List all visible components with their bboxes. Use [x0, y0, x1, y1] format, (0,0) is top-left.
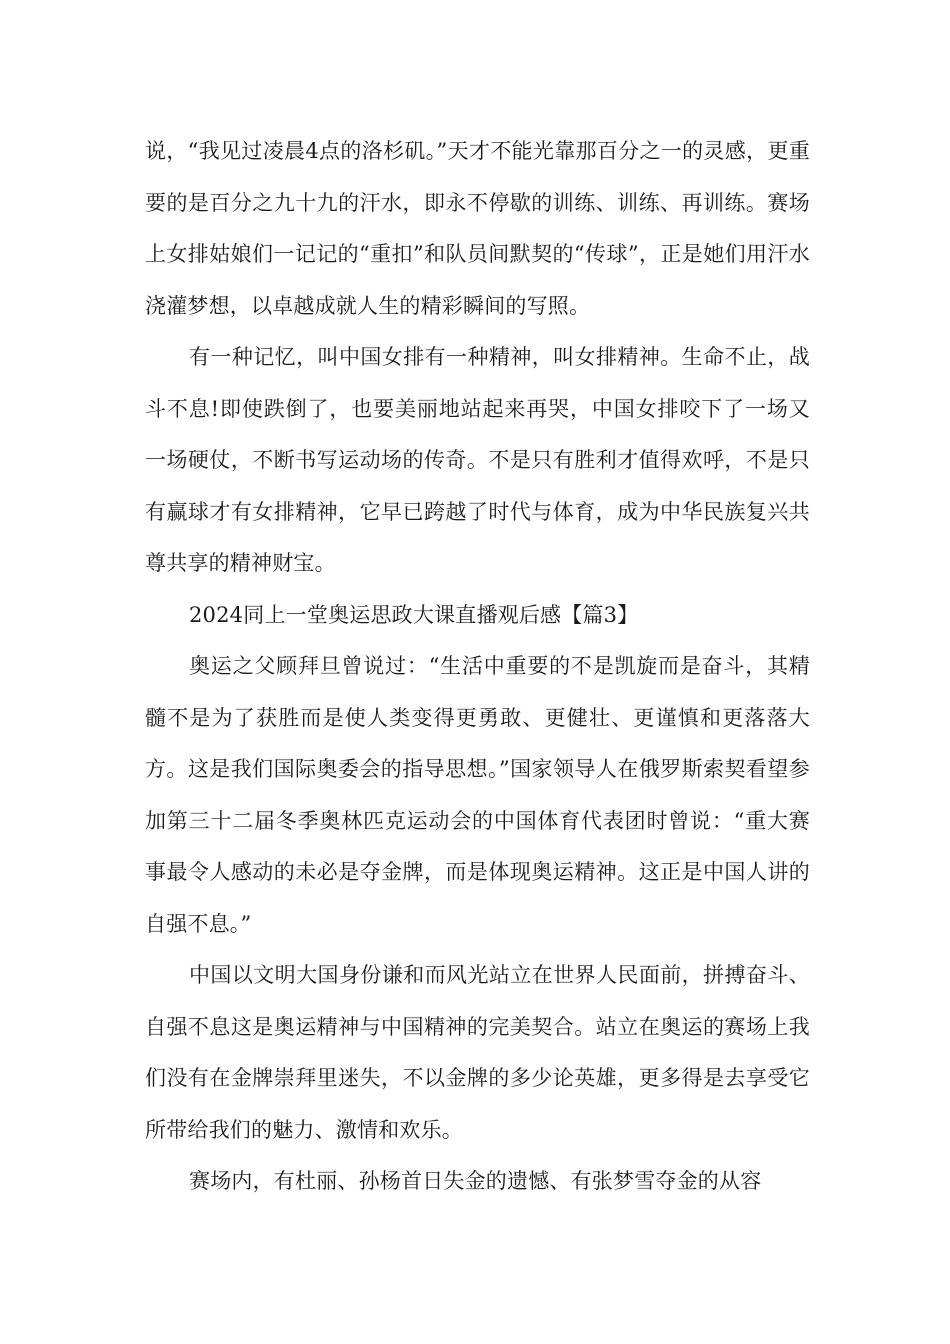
paragraph-continuation: 说，“我见过凌晨4点的洛杉矶。”天才不能光靠那百分之一的灵感，更重要的是百分之九十九的汗水，即永不停歇的训练、训练、再训练。赛场上女排姑娘们一记记的“重扣”和队员间默契的“传球”，正是她们用汗水浇灌梦想，以卓越成就人生的精彩瞬间的写照。	[145, 139, 810, 318]
paragraph-china-olympic-spirit: 中国以文明大国身份谦和而风光站立在世界人民面前，拼搏奋斗、自强不息这是奥运精神与中国精神的完美契合。站立在奥运的赛场上我们没有在金牌崇拜里迷失，不以金牌的多少论英雄，更多得是去享受它所带给我们的魅力、激情和欢乐。	[145, 963, 810, 1142]
paragraph-women-volleyball-spirit: 有一种记忆，叫中国女排有一种精神，叫女排精神。生命不止，战斗不息!即使跌倒了，也要美丽地站起来再哭，中国女排咬下了一场又一场硬仗，不断书写运动场的传奇。不是只有胜利才值得欢呼，不是只有赢球才有女排精神，它早已跨越了时代与体育，成为中华民族复兴共尊共享的精神财宝。	[145, 345, 810, 575]
paragraph-coubertin-quote: 奥运之父顾拜旦曾说过：“生活中重要的不是凯旋而是奋斗，其精髓不是为了获胜而是使人类变得更勇敢、更健壮、更谨慎和更落落大方。这是我们国际奥委会的指导思想。”国家领导人在俄罗斯索契看望参加第三十二届冬季奥林匹克运动会的中国体育代表团时曾说：“重大赛事最令人感动的未必是夺金牌，而是体现奥运精神。这正是中国人讲的自强不息。”	[145, 654, 810, 936]
section-heading: 2024同上一堂奥运思政大课直播观后感【篇3】	[189, 602, 639, 627]
paragraph-arena: 赛场内，有杜丽、孙杨首日失金的遗憾、有张梦雪夺金的从容	[189, 1169, 762, 1193]
document-body	[145, 126, 810, 1208]
